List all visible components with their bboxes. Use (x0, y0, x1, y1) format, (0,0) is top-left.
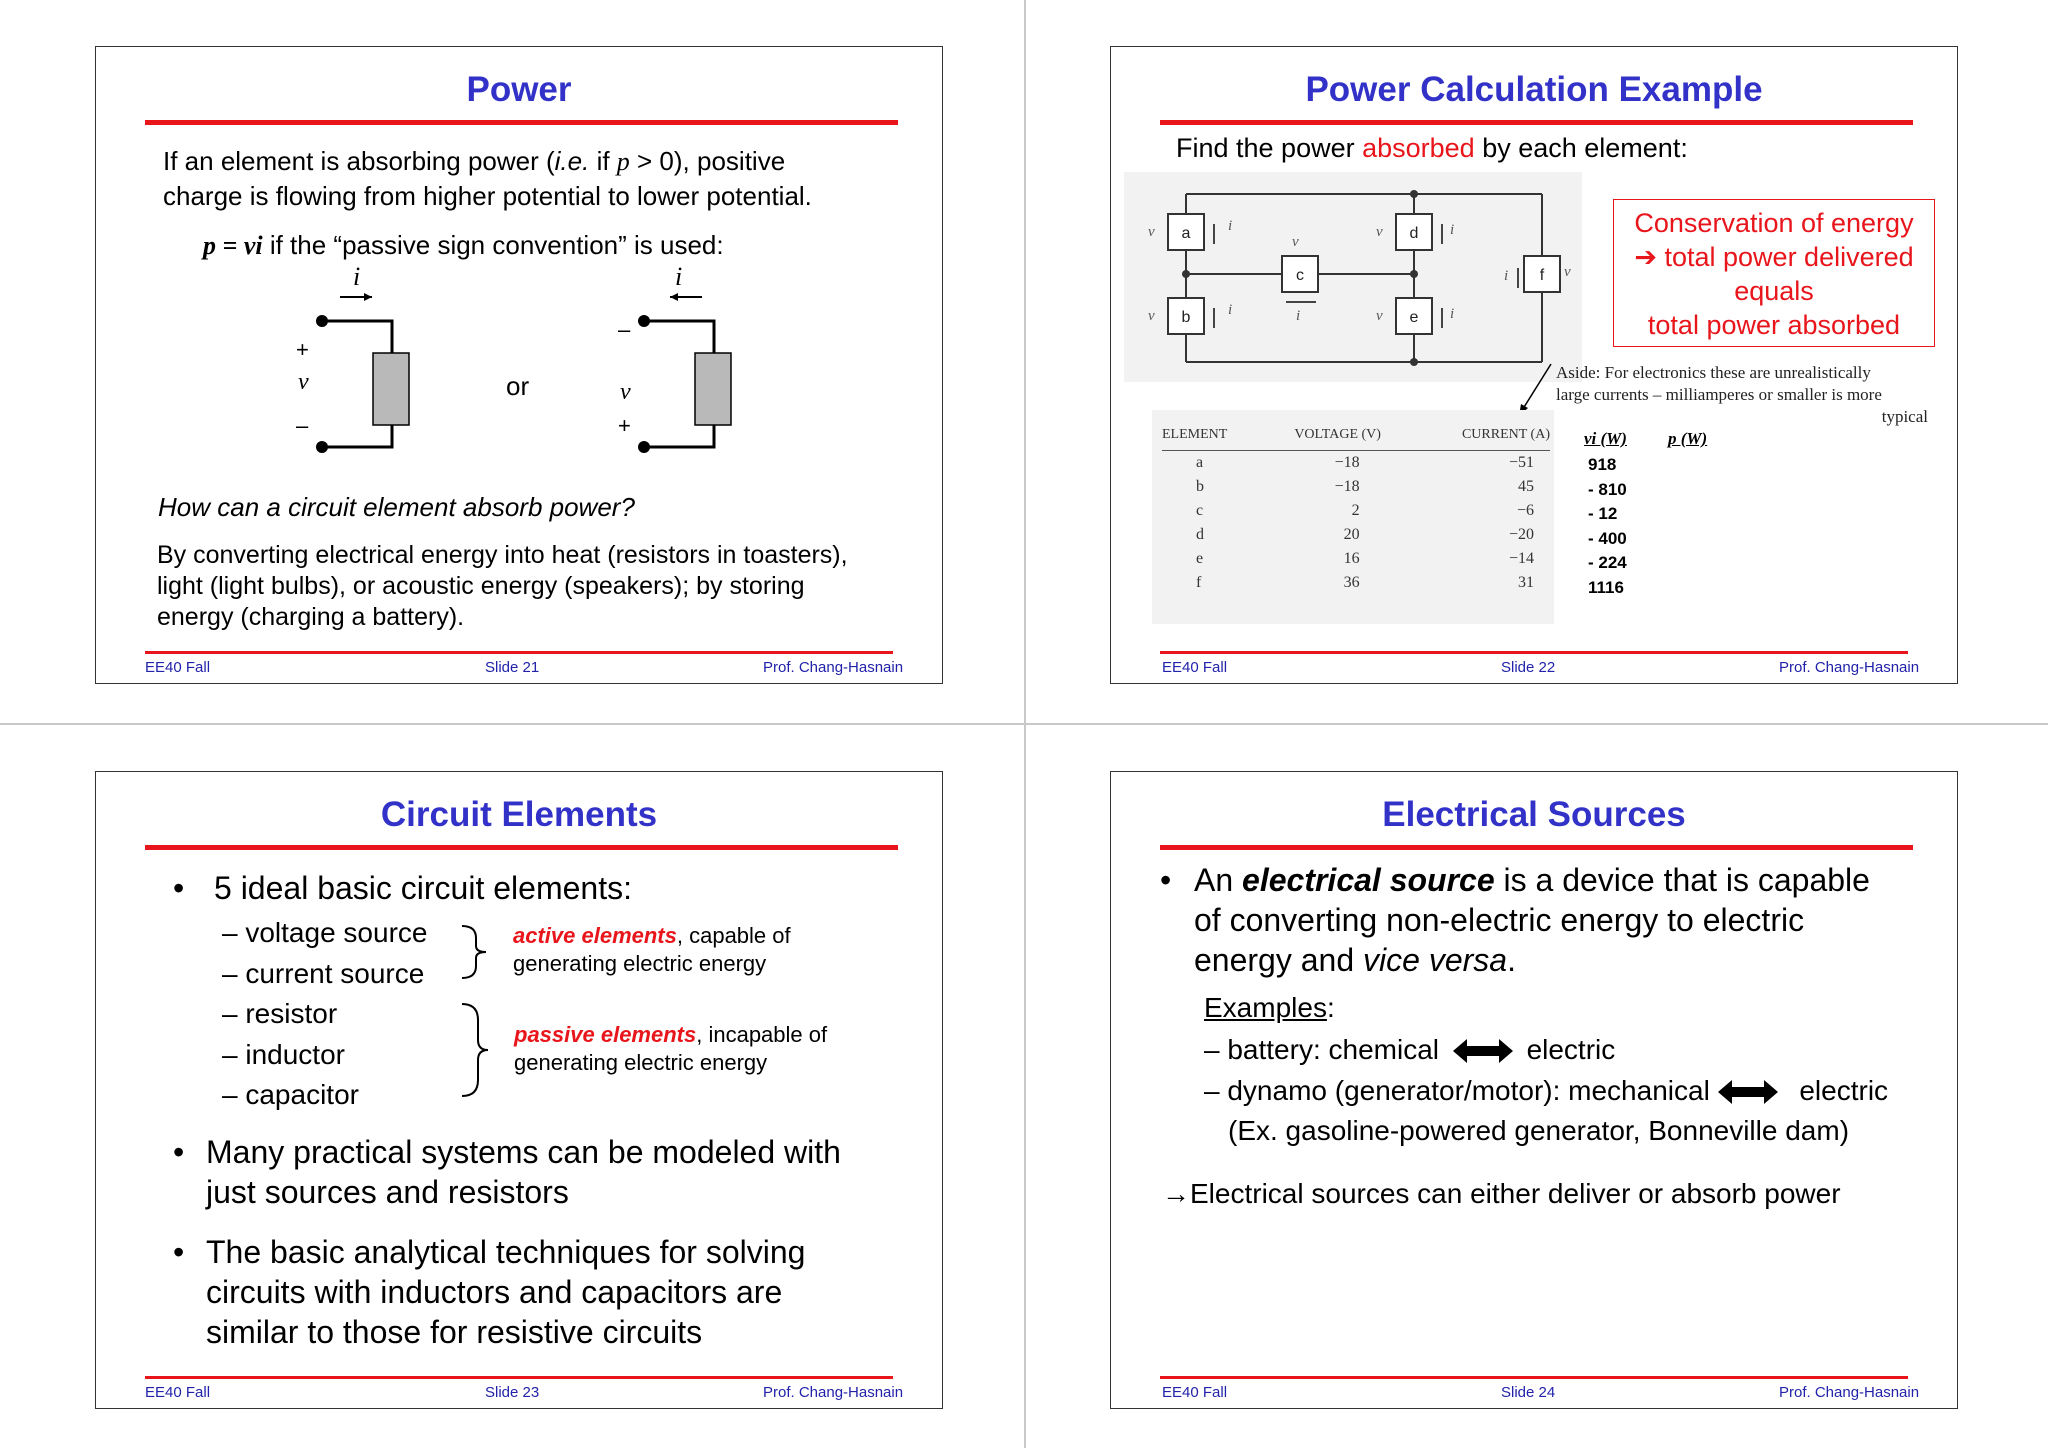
vi-value: - 810 (1588, 479, 1627, 499)
slide-23-title: Circuit Elements (380, 795, 658, 834)
svg-text:i: i (1296, 308, 1301, 324)
vi-value: - 12 (1588, 504, 1618, 524)
svg-text:i: i (1504, 268, 1509, 284)
right-minus: – (618, 317, 631, 342)
slide-21-circuits (280, 265, 760, 465)
table-header-row (1162, 420, 1550, 450)
slide-23-footer-line (145, 1376, 893, 1379)
slide-24-bullet-1: An electrical source is a device that is capable of converting non-electric energy to electric energy and vice versa. (1194, 862, 1870, 978)
element-data-table (1162, 420, 1550, 595)
list-item: – current source (222, 957, 425, 989)
slide-24-footer-center: Slide 24 (1501, 1384, 1556, 1401)
slide-21-title-underline (145, 120, 898, 125)
svg-text:v: v (1292, 234, 1299, 250)
slide-22-footer-right: Prof. Chang-Hasnain (1779, 659, 1920, 676)
left-circuit (296, 265, 409, 453)
right-circuit (618, 265, 731, 453)
table-row: a −18 −51 (1196, 453, 1534, 471)
svg-text:b: b (1181, 309, 1191, 326)
double-arrow-icon (1718, 1080, 1778, 1104)
vi-value: - 224 (1588, 553, 1627, 573)
slide-21-title: Power (466, 70, 572, 109)
slide-23-bullet-1: 5 ideal basic circuit elements: (214, 870, 632, 906)
slide-24-conclusion: →Electrical sources can either deliver or absorb power (1162, 1178, 1841, 1209)
left-terminal-bottom (316, 441, 328, 453)
conservation-text: Conservation of energy ➔ total power delivered equals total power absorbed (1634, 208, 1914, 340)
slide-23-bullet-2-dot: • (173, 1134, 185, 1170)
svg-text:e: e (1409, 309, 1419, 326)
svg-text:a: a (1181, 225, 1191, 242)
svg-text:v: v (1564, 264, 1571, 280)
slide-23-bullet-2: Many practical systems can be modeled with just sources and resistors (206, 1134, 841, 1210)
slide-22-title: Power Calculation Example (1305, 70, 1763, 109)
table-row: b −18 45 (1196, 477, 1534, 495)
aside-note: Aside: For electronics these are unrealistically large currents – milliamperes or smaller is more typical (1556, 363, 1928, 426)
slide-24-footer-line (1160, 1376, 1908, 1379)
left-plus: + (296, 337, 309, 362)
table-row: d 20 −20 (1196, 525, 1534, 543)
slide-23-bullet-1-dot: • (173, 870, 185, 906)
slide-24-title: Electrical Sources (1382, 795, 1686, 834)
list-item: – resistor (222, 998, 338, 1029)
slide-23-footer-right: Prof. Chang-Hasnain (763, 1384, 904, 1401)
active-elements-note: active elements, capable of generating electric energy (513, 923, 791, 976)
svg-text:i: i (1228, 218, 1233, 234)
slide-24-footer-left: EE40 Fall (1162, 1384, 1228, 1401)
slide-21-answer: By converting electrical energy into heat (resistors in toasters), light (light bulbs), or acoustic energy (speakers); by storing energy (charging a battery). (157, 541, 848, 631)
element-list (222, 913, 427, 1116)
svg-text:v: v (1148, 308, 1155, 324)
slide-21-question: How can a circuit element absorb power? (158, 492, 635, 522)
slide-23-footer-left: EE40 Fall (145, 1384, 211, 1401)
vi-column (1588, 453, 1627, 601)
slide-22-footer-line (1160, 651, 1908, 654)
svg-text:v: v (1376, 308, 1383, 324)
slide-24-bullet-dot: • (1160, 862, 1172, 898)
slide-22-footer-center: Slide 22 (1501, 659, 1556, 676)
table-row: c 2 −6 (1196, 501, 1534, 519)
slide-23-bullet-3: The basic analytical techniques for solving circuits with inductors and capacitors are similar to those for resistive circuits (206, 1234, 806, 1350)
left-current-label: i (353, 265, 361, 291)
example-note: (Ex. gasoline-powered generator, Bonneville dam) (1228, 1115, 1850, 1146)
list-item: – voltage source (222, 917, 428, 948)
svg-text:v: v (1148, 224, 1155, 240)
list-item: – inductor (222, 1038, 345, 1070)
slide-22-title-underline (1160, 120, 1913, 125)
table-row: f 36 31 (1196, 573, 1534, 591)
slide-23-title-underline (145, 845, 898, 850)
svg-text:i: i (1450, 222, 1455, 238)
right-plus: + (618, 413, 631, 438)
svg-text:i: i (1450, 306, 1455, 322)
slide-23-footer-center: Slide 23 (485, 1384, 540, 1401)
svg-text:i: i (1228, 302, 1233, 318)
left-voltage: v (298, 369, 309, 395)
table-header: ELEMENT (1162, 426, 1228, 442)
active-brace (460, 922, 500, 982)
slide-22-footer-left: EE40 Fall (1162, 659, 1228, 676)
right-voltage: v (620, 379, 631, 405)
vi-value: - 400 (1588, 528, 1627, 548)
battery-example: – battery: chemical electric (1204, 1034, 1616, 1065)
svg-text:f: f (1539, 267, 1545, 284)
vi-value: 1116 (1588, 577, 1624, 597)
left-element (373, 353, 409, 425)
svg-text:v: v (1376, 224, 1383, 240)
slide-21-footer-line (145, 651, 893, 654)
slide-24-footer-right: Prof. Chang-Hasnain (1779, 1384, 1920, 1401)
right-current-label: i (675, 265, 683, 291)
examples-label: Examples: (1204, 992, 1335, 1023)
slide-21-footer-center: Slide 21 (485, 659, 540, 676)
right-element (695, 353, 731, 425)
right-terminal-bottom (638, 441, 650, 453)
list-item: – capacitor (222, 1079, 359, 1110)
slide-21-formula-line: p = vi if the “passive sign convention” is used: (203, 230, 724, 260)
p-header: p (W) (1668, 429, 1708, 448)
slide-21-footer-left: EE40 Fall (145, 659, 211, 676)
passive-elements-note: passive elements, incapable of generating electric energy (514, 1022, 828, 1075)
left-minus: – (296, 413, 309, 438)
vi-header: vi (W) (1584, 429, 1627, 448)
passive-brace (460, 1000, 500, 1100)
page-divider-horizontal (0, 723, 2048, 725)
svg-text:c: c (1296, 267, 1304, 284)
double-arrow-icon (1453, 1039, 1513, 1063)
table-row: e 16 −14 (1196, 549, 1534, 567)
slide-22-circuit-diagram (1124, 172, 1582, 382)
slide-21-intro: If an element is absorbing power (i.e. if p > 0), positive charge is flowing from higher potential to lower potential. (163, 146, 812, 211)
slide-22-find: Find the power absorbed by each element: (1176, 133, 1688, 163)
or-label: or (506, 371, 530, 401)
slide-21-footer-right: Prof. Chang-Hasnain (763, 659, 904, 676)
table-header: VOLTAGE (V) (1294, 426, 1381, 442)
slide-24-title-underline (1160, 845, 1913, 850)
svg-text:d: d (1409, 225, 1419, 242)
slide-23-bullet-3-dot: • (173, 1234, 185, 1270)
vi-value: 918 (1588, 455, 1617, 474)
dynamo-example: – dynamo (generator/motor): mechanical electric (1204, 1075, 1889, 1106)
table-header: CURRENT (A) (1461, 426, 1550, 442)
